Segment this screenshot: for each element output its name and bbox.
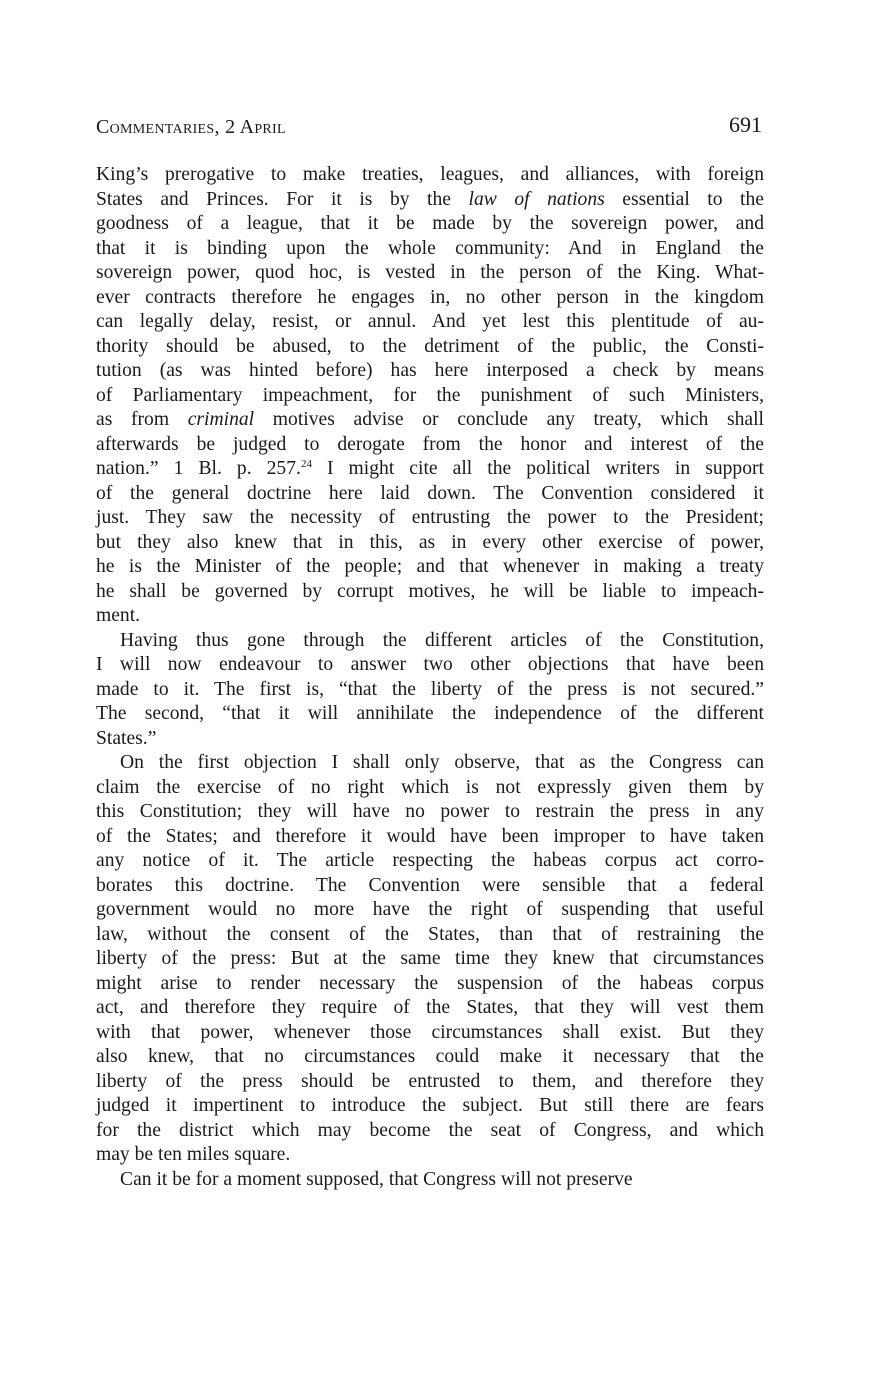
text-line — [96, 996, 764, 1021]
text-run: goodness of a league, that it be made by the sovereign power, and — [96, 213, 764, 234]
text-line — [96, 653, 764, 678]
text-run: that it is binding upon the whole community: And in England the — [96, 237, 764, 259]
text-line — [96, 335, 764, 360]
text-line — [96, 531, 764, 556]
text-line — [96, 825, 764, 850]
text-line — [96, 212, 764, 237]
text-run: as from — [96, 409, 188, 430]
text-run: motives advise or conclude any treaty, which shall — [254, 409, 764, 430]
text-run: liberty of the press should be entrusted to them, and therefore they — [96, 1070, 764, 1092]
text-run: with that power, whenever those circumstances shall exist. But they — [96, 1021, 764, 1043]
text-line — [96, 874, 764, 899]
text-line — [96, 727, 764, 752]
paragraph — [96, 751, 764, 1168]
text-line — [96, 678, 764, 703]
text-line — [96, 604, 764, 629]
text-line — [96, 972, 764, 997]
text-run: also knew, that no circumstances could make it necessary that the — [96, 1046, 764, 1067]
text-run: afterwards be judged to derogate from the honor and interest of the — [96, 433, 764, 455]
text-run: any notice of it. The article respecting the habeas corpus act corro- — [96, 850, 764, 871]
text-run: of the States; and therefore it would have been improper to have taken — [96, 825, 764, 847]
text-line — [96, 898, 764, 923]
text-run: ment. — [96, 605, 141, 626]
italic-text: criminal — [187, 409, 255, 430]
text-run: sovereign power, quod hoc, is vested in the person of the King. What- — [96, 262, 764, 283]
text-run: judged it impertinent to introduce the subject. But still there are fears — [96, 1095, 764, 1116]
text-line — [96, 261, 764, 286]
text-run: King’s prerogative to make treaties, leagues, and alliances, with foreign — [96, 164, 764, 185]
text-line — [96, 506, 764, 531]
text-line — [96, 1143, 764, 1168]
text-line — [96, 702, 764, 727]
text-run: he is the Minister of the people; and that whenever in making a treaty — [96, 556, 764, 577]
text-run: of the general doctrine here laid down. The Convention considered it — [96, 482, 764, 504]
running-head: Commentaries, 2 April — [96, 116, 286, 138]
text-run: this Constitution; they will have no power to restrain the press in any — [96, 801, 764, 822]
text-line — [96, 408, 764, 433]
text-run: for the district which may become the seat of Congress, and which — [96, 1119, 764, 1141]
text-run: The second, “that it will annihilate the independence of the different — [96, 703, 764, 724]
text-line — [96, 188, 764, 213]
text-run: just. They saw the necessity of entrusting the power to the President; — [96, 507, 764, 528]
text-run: of Parliamentary impeachment, for the punishment of such Ministers, — [96, 384, 764, 406]
body-text — [96, 163, 764, 1192]
text-line — [96, 482, 764, 507]
text-line — [96, 923, 764, 948]
text-line — [96, 1119, 764, 1144]
text-line — [96, 776, 764, 801]
text-line — [96, 800, 764, 825]
italic-text: law of nations — [468, 188, 605, 210]
text-run: borates this doctrine. The Convention were sensible that a federal — [96, 874, 764, 896]
text-run: ever contracts therefore he engages in, no other person in the kingdom — [96, 286, 764, 308]
text-run: can legally delay, resist, or annul. And yet lest this plentitude of au- — [96, 311, 764, 332]
text-run: I might cite all the political writers in support — [311, 458, 764, 479]
text-line — [96, 384, 764, 409]
text-line — [96, 629, 764, 654]
text-line — [96, 751, 764, 776]
text-run: States.” — [96, 727, 157, 749]
text-line — [96, 286, 764, 311]
text-run: On the first objection I shall only observe, that as the Congress can — [120, 752, 764, 773]
footnote-ref: 24 — [300, 458, 312, 470]
text-line — [96, 580, 764, 605]
text-run: Can it be for a moment supposed, that Congress will not preserve — [120, 1168, 633, 1190]
text-run: I will now endeavour to answer two other objections that have been — [96, 654, 764, 675]
text-run: liberty of the press: But at the same time they knew that circumstances — [96, 948, 764, 969]
text-run: Having thus gone through the different articles of the Constitution, — [120, 629, 764, 651]
paragraph — [96, 163, 764, 629]
text-run: claim the exercise of no right which is not expressly given them by — [96, 776, 764, 798]
text-run: government would no more have the right of suspending that useful — [96, 899, 764, 920]
text-run: he shall be governed by corrupt motives, he will be liable to impeach- — [96, 580, 764, 602]
text-line — [96, 1021, 764, 1046]
text-line — [96, 1070, 764, 1095]
text-run: nation.” 1 Bl. p. 257. — [96, 458, 301, 479]
text-run: essential to the — [604, 188, 764, 210]
text-run: thority should be abused, to the detriment of the public, the Consti- — [96, 335, 764, 357]
page-number: 691 — [729, 112, 762, 137]
text-line — [96, 237, 764, 262]
text-line — [96, 433, 764, 458]
text-line — [96, 1094, 764, 1119]
text-line — [96, 555, 764, 580]
text-line — [96, 1045, 764, 1070]
page-header — [96, 112, 764, 144]
text-run: may be ten miles square. — [96, 1144, 291, 1165]
paragraph — [96, 1168, 764, 1193]
text-run: might arise to render necessary the suspension of the habeas corpus — [96, 972, 764, 994]
text-line — [96, 849, 764, 874]
paragraph — [96, 629, 764, 752]
text-line — [96, 163, 764, 188]
text-line — [96, 310, 764, 335]
text-line — [96, 457, 764, 482]
text-line — [96, 1168, 764, 1193]
text-run: States and Princes. For it is by the — [96, 188, 469, 210]
text-run: but they also knew that in this, as in every other exercise of power, — [96, 531, 764, 553]
text-line — [96, 947, 764, 972]
text-run: act, and therefore they require of the States, that they will vest them — [96, 997, 764, 1018]
text-run: made to it. The first is, “that the liberty of the press is not secured.” — [96, 678, 764, 700]
text-line — [96, 359, 764, 384]
text-run: tution (as was hinted before) has here interposed a check by means — [96, 360, 764, 381]
text-run: law, without the consent of the States, than that of restraining the — [96, 923, 764, 945]
